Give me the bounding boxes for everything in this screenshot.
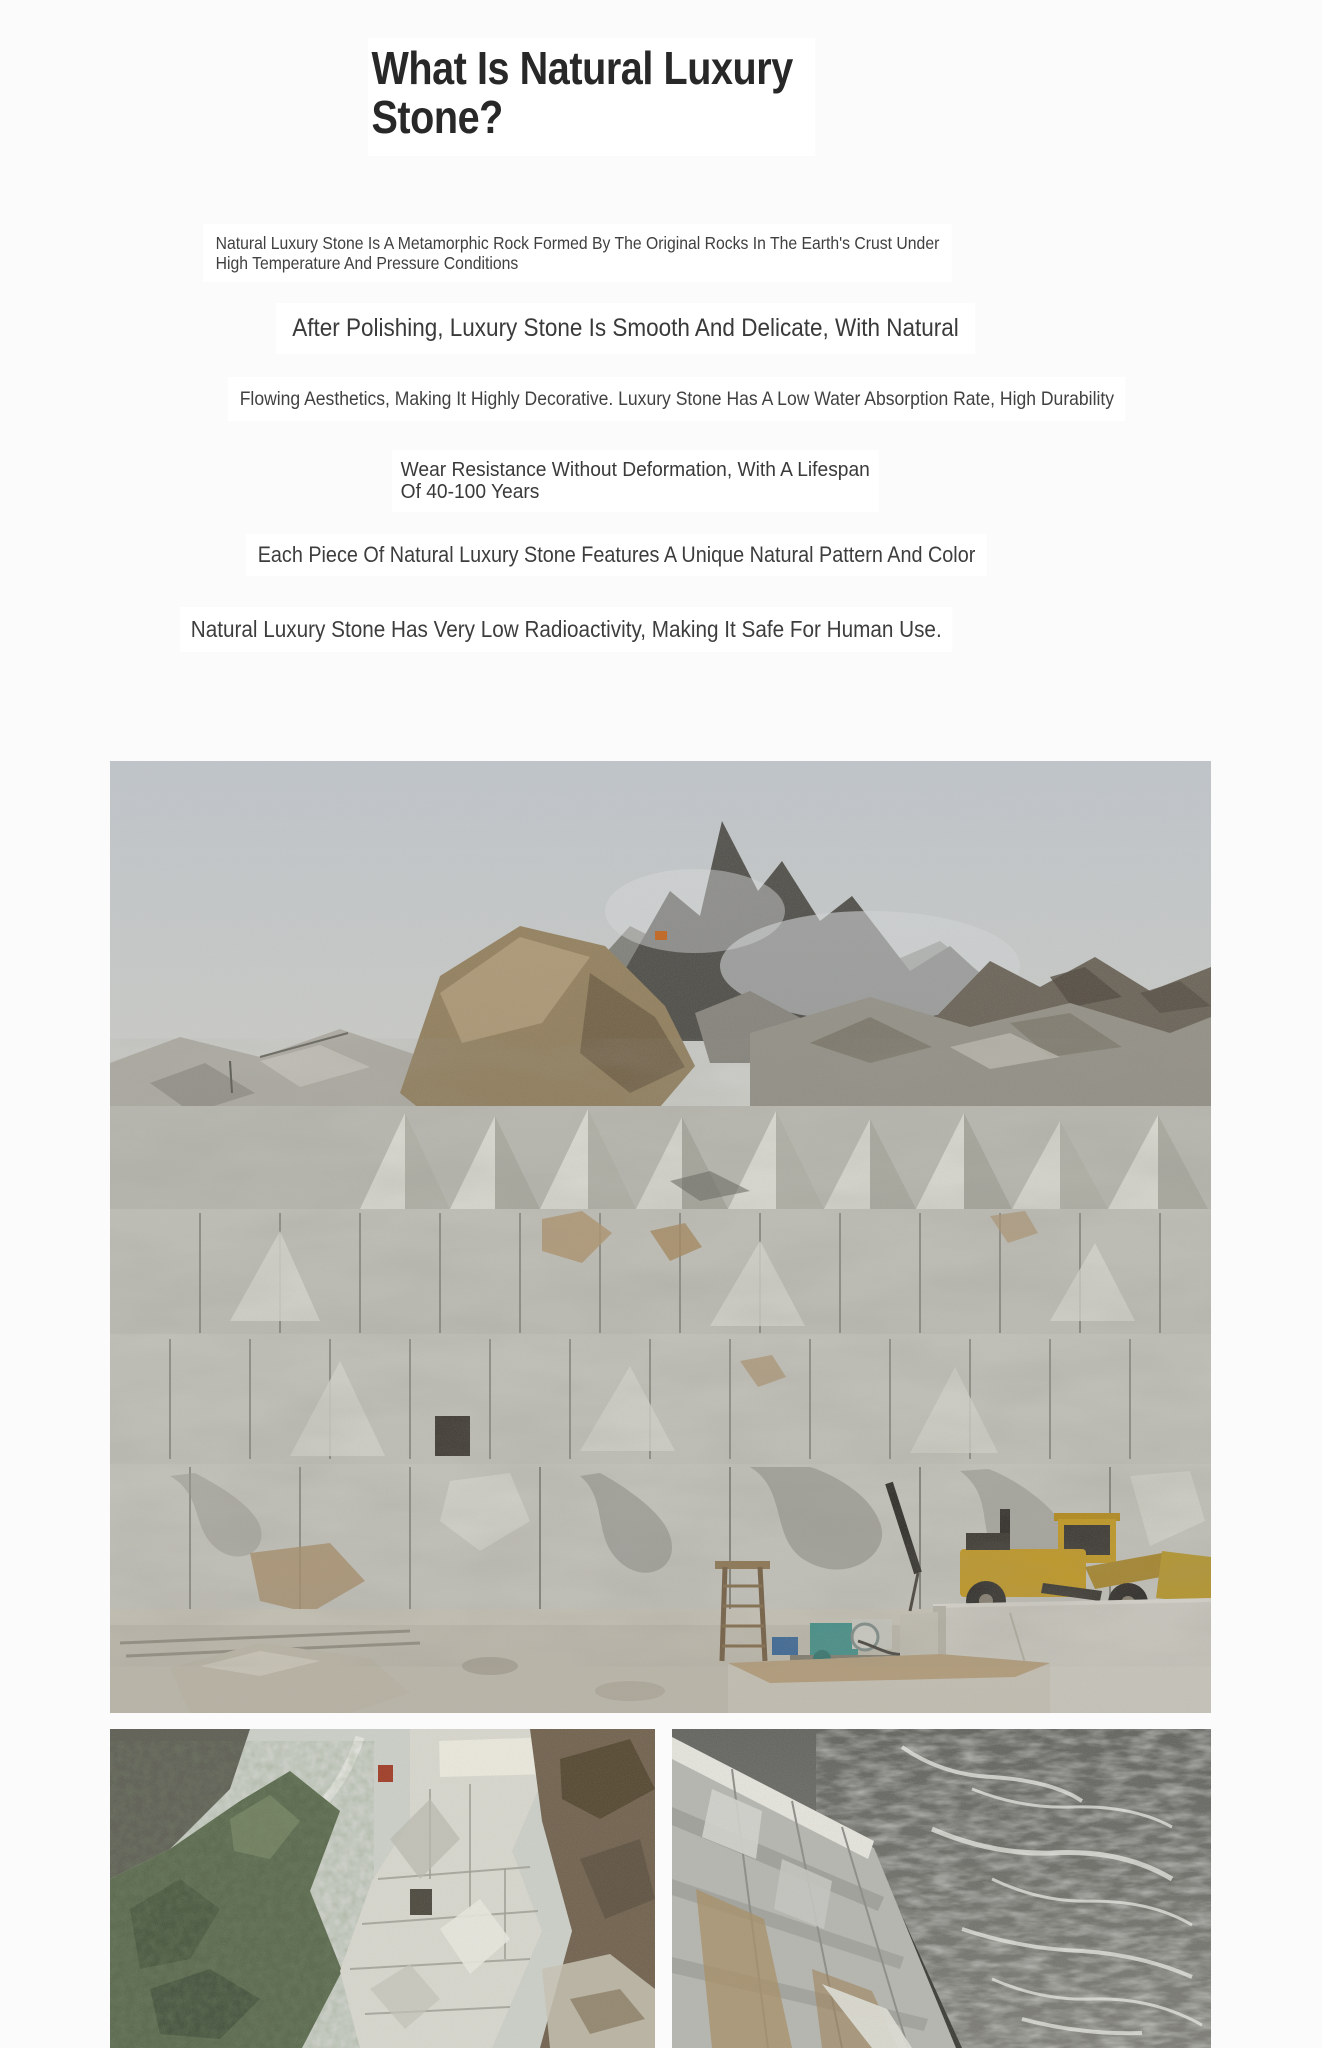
paragraph-durability: [392, 450, 878, 512]
marble-wall-photo: [672, 1729, 1211, 2048]
paragraph-radioactivity: [180, 607, 952, 652]
paragraph-aesthetics-text: Flowing Aesthetics, Making It Highly Decorative. Luxury Stone Has A Low Water Absorption Rate, High Durability: [239, 388, 1115, 410]
valley-quarry-illustration: [110, 1729, 655, 2048]
paragraph-pattern: [246, 534, 987, 576]
valley-quarry-photo: [110, 1729, 655, 2048]
paragraph-aesthetics: [228, 377, 1126, 421]
paragraph-intro: [203, 224, 952, 282]
marble-wall-illustration: [672, 1729, 1211, 2048]
paragraph-radioactivity-text: Natural Luxury Stone Has Very Low Radioactivity, Making It Safe For Human Use.: [190, 616, 942, 642]
paragraph-pattern-text: Each Piece Of Natural Luxury Stone Features A Unique Natural Pattern And Color: [257, 542, 976, 567]
page-title: What Is Natural Luxury Stone?: [371, 42, 793, 143]
paragraph-intro-text: Natural Luxury Stone Is A Metamorphic Rock Formed By The Original Rocks In The Earth's Crust Under High Temperature And Pressure Conditions: [215, 233, 940, 273]
paragraph-polishing-text: After Polishing, Luxury Stone Is Smooth And Delicate, With Natural: [292, 314, 959, 342]
paragraph-durability-text: Wear Resistance Without Deformation, With A Lifespan Of 40-100 Years: [400, 459, 870, 503]
main-quarry-photo: [110, 761, 1211, 1713]
main-quarry-illustration: [110, 761, 1211, 1713]
page-title-card: [368, 38, 815, 156]
paragraph-polishing: [276, 303, 975, 354]
